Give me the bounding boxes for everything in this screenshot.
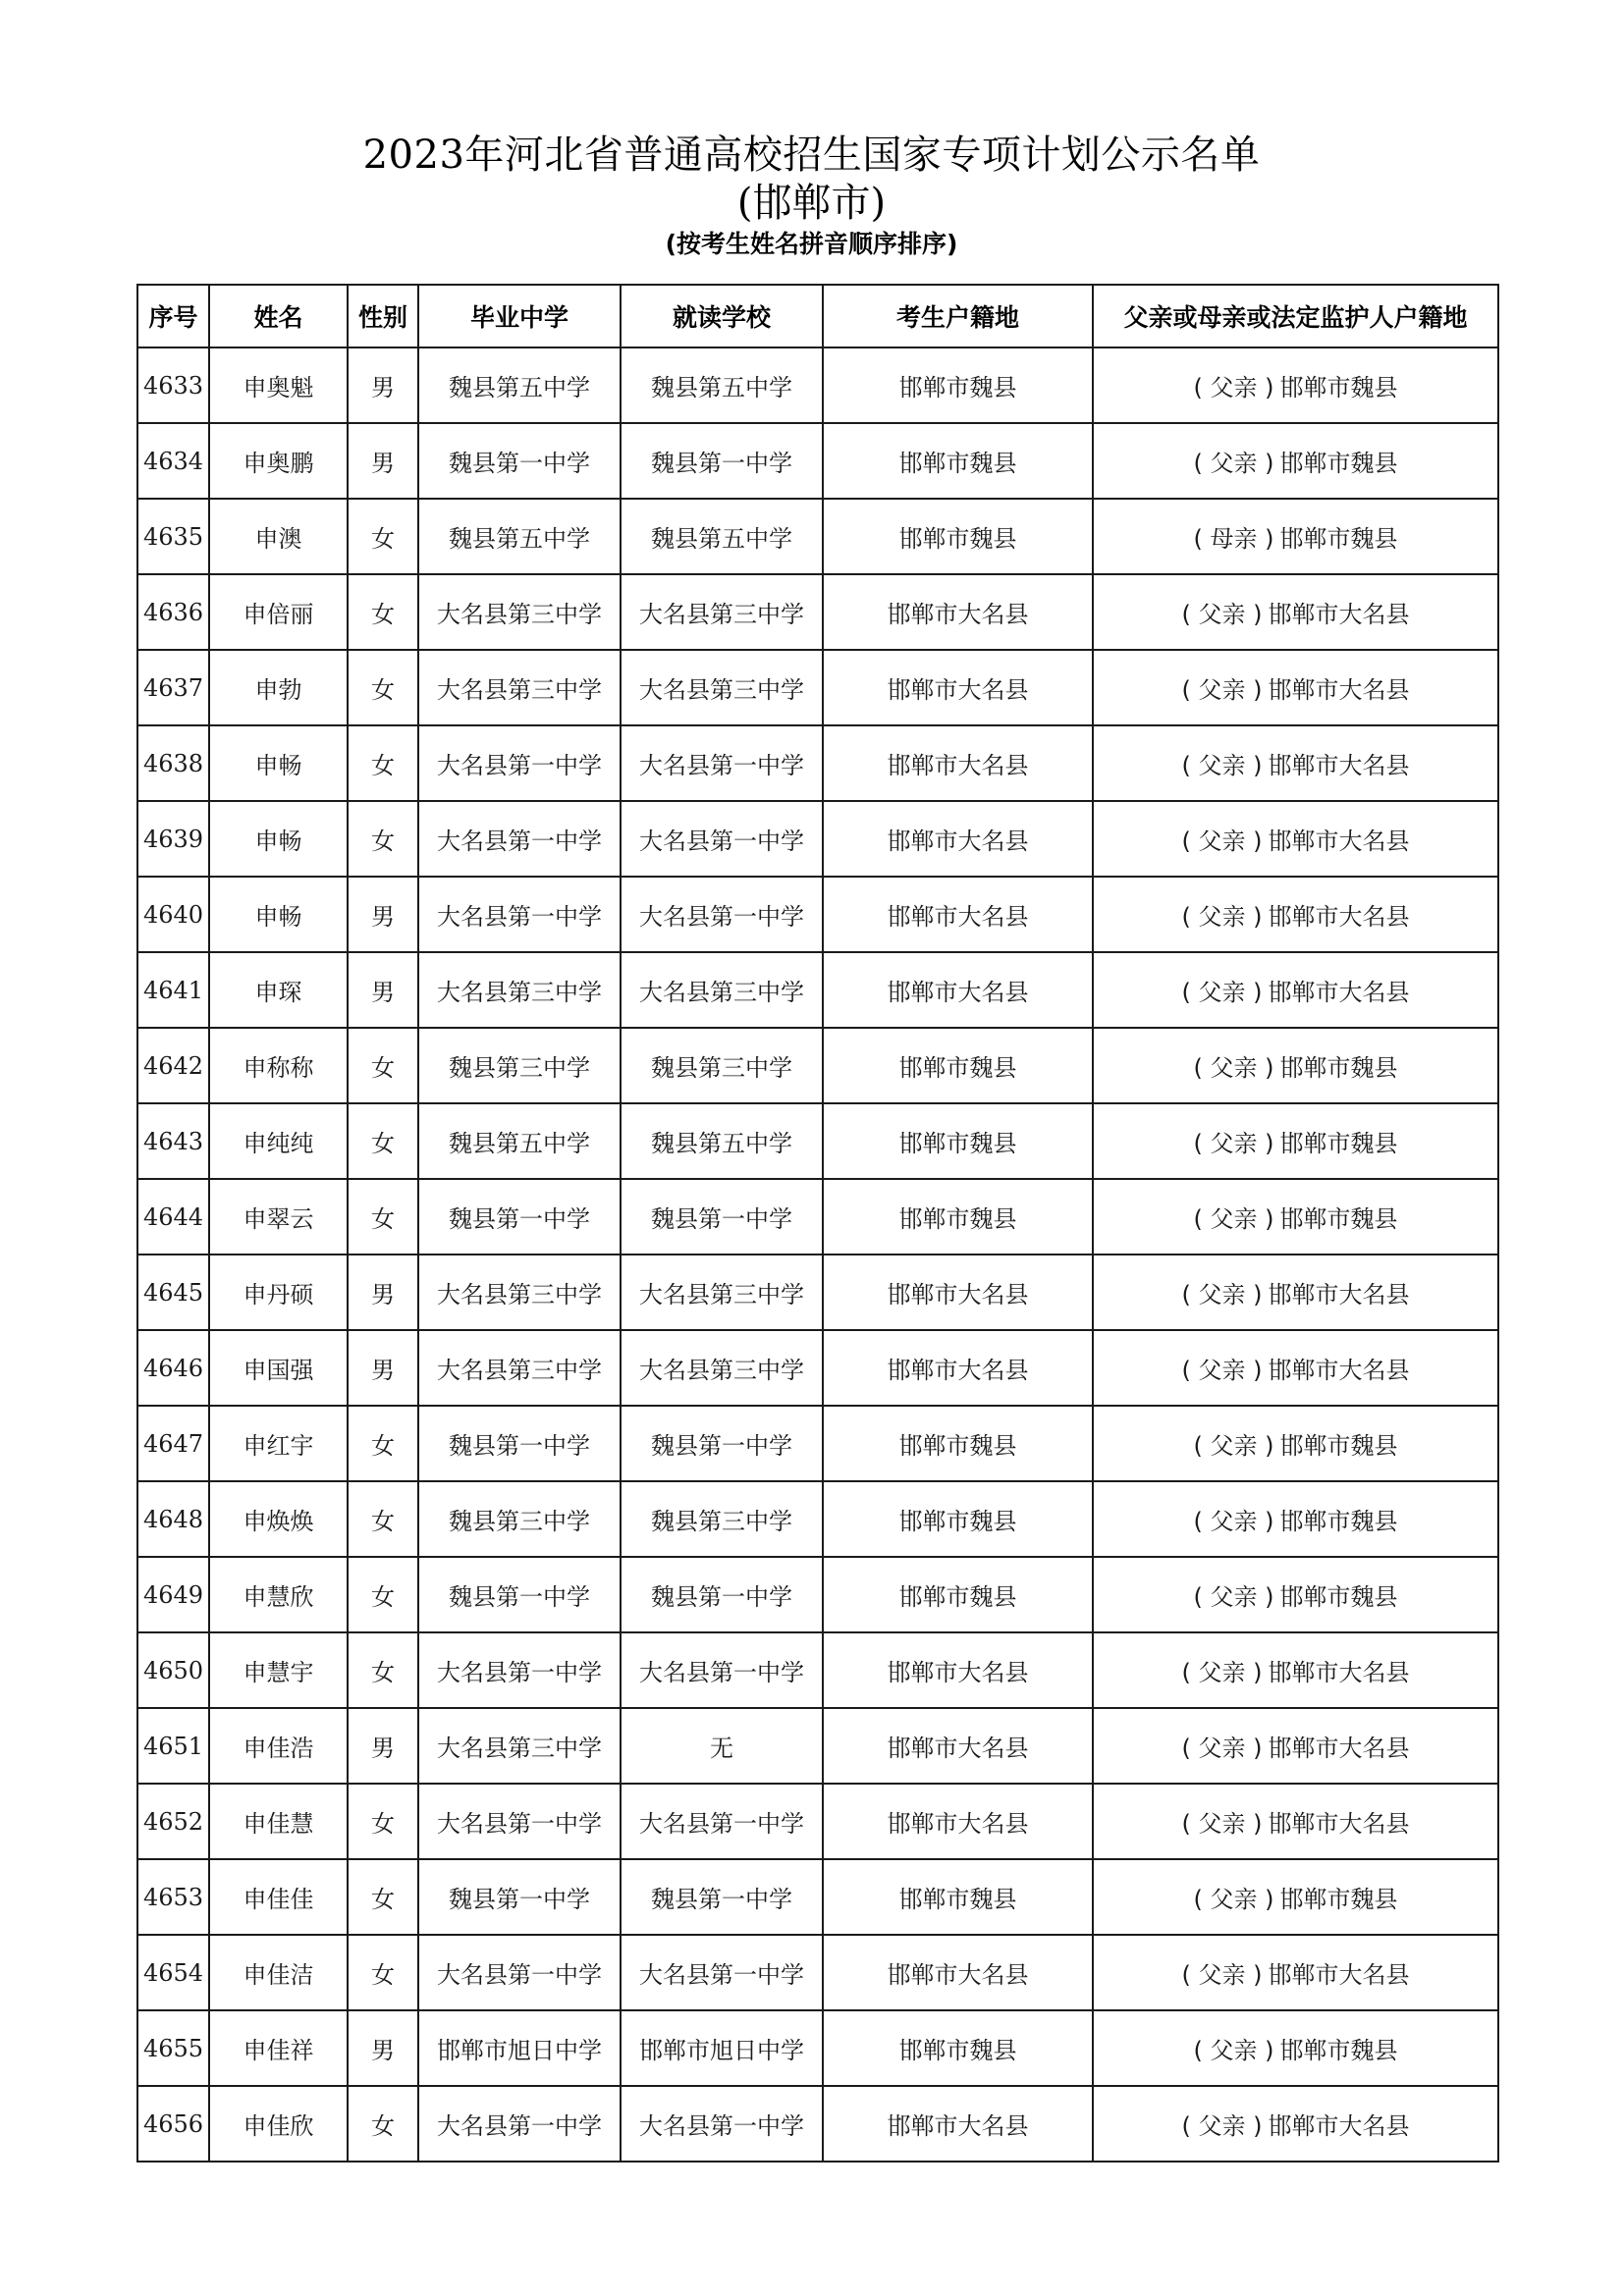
cell-seq: 4642 [137,1028,209,1103]
cell-parent-hukou [1093,2086,1498,2162]
parent-relation: ( 父亲 ) [1181,1810,1263,1838]
cell-grad-school: 大名县第三中学 [418,574,621,650]
cell-hukou: 邯郸市魏县 [823,499,1093,574]
column-header-current-school: 就读学校 [621,285,823,347]
cell-hukou: 邯郸市魏县 [823,1179,1093,1255]
table-row [137,1028,1498,1103]
cell-gender: 女 [348,2086,418,2162]
cell-seq: 4637 [137,650,209,725]
cell-gender: 女 [348,801,418,877]
parent-hukou-place: 邯郸市大名县 [1268,1961,1410,1989]
cell-hukou: 邯郸市大名县 [823,1255,1093,1330]
cell-grad-school: 魏县第一中学 [418,1557,621,1632]
table-row [137,423,1498,499]
parent-relation: ( 父亲 ) [1181,903,1263,931]
cell-current-school: 魏县第一中学 [621,1406,823,1481]
cell-name: 申丹硕 [209,1255,348,1330]
cell-current-school: 大名县第三中学 [621,574,823,650]
cell-parent-hukou [1093,1028,1498,1103]
cell-gender: 男 [348,1255,418,1330]
cell-hukou: 邯郸市魏县 [823,1028,1093,1103]
parent-relation: ( 父亲 ) [1193,1432,1274,1460]
cell-seq: 4656 [137,2086,209,2162]
cell-name: 申红宇 [209,1406,348,1481]
table-row [137,1859,1498,1935]
parent-hukou-place: 邯郸市大名县 [1268,1735,1410,1762]
cell-seq: 4651 [137,1708,209,1784]
cell-gender: 男 [348,877,418,952]
cell-parent-hukou [1093,2010,1498,2086]
cell-hukou: 邯郸市大名县 [823,801,1093,877]
table-row [137,2010,1498,2086]
cell-hukou: 邯郸市大名县 [823,1708,1093,1784]
cell-hukou: 邯郸市魏县 [823,1481,1093,1557]
parent-relation: ( 父亲 ) [1181,601,1263,628]
cell-seq: 4639 [137,801,209,877]
cell-hukou: 邯郸市魏县 [823,1406,1093,1481]
parent-relation: ( 父亲 ) [1193,1508,1274,1535]
parent-relation: ( 父亲 ) [1193,1054,1274,1082]
parent-hukou-place: 邯郸市魏县 [1279,1886,1398,1913]
cell-parent-hukou [1093,1406,1498,1481]
parent-hukou-place: 邯郸市大名县 [1268,1810,1410,1838]
table-row [137,2086,1498,2162]
cell-hukou: 邯郸市大名县 [823,650,1093,725]
cell-name: 申佳浩 [209,1708,348,1784]
table-row [137,1481,1498,1557]
cell-grad-school: 大名县第一中学 [418,2086,621,2162]
table-body [137,347,1498,2162]
parent-relation: ( 父亲 ) [1181,1961,1263,1989]
cell-grad-school: 魏县第一中学 [418,1406,621,1481]
cell-seq: 4645 [137,1255,209,1330]
parent-relation: ( 父亲 ) [1193,1130,1274,1157]
table-row [137,1255,1498,1330]
table-row [137,952,1498,1028]
parent-hukou-place: 邯郸市魏县 [1279,1583,1398,1611]
cell-seq: 4641 [137,952,209,1028]
column-header-seq: 序号 [137,285,209,347]
parent-hukou-place: 邯郸市大名县 [1268,828,1410,855]
cell-seq: 4646 [137,1330,209,1406]
cell-gender: 女 [348,1557,418,1632]
cell-parent-hukou [1093,423,1498,499]
table-row [137,1330,1498,1406]
cell-seq: 4644 [137,1179,209,1255]
cell-grad-school: 大名县第三中学 [418,1330,621,1406]
cell-seq: 4638 [137,725,209,801]
cell-name: 申慧欣 [209,1557,348,1632]
cell-current-school: 大名县第一中学 [621,725,823,801]
cell-gender: 女 [348,1481,418,1557]
cell-seq: 4636 [137,574,209,650]
cell-parent-hukou [1093,1784,1498,1859]
cell-gender: 女 [348,1179,418,1255]
cell-seq: 4633 [137,347,209,423]
cell-gender: 男 [348,423,418,499]
column-header-name: 姓名 [209,285,348,347]
parent-hukou-place: 邯郸市大名县 [1268,1357,1410,1384]
cell-gender: 女 [348,1632,418,1708]
cell-hukou: 邯郸市大名县 [823,725,1093,801]
cell-gender: 女 [348,1935,418,2010]
parent-hukou-place: 邯郸市大名县 [1268,752,1410,779]
cell-hukou: 邯郸市大名县 [823,877,1093,952]
cell-parent-hukou [1093,1557,1498,1632]
cell-gender: 女 [348,1784,418,1859]
page-title: 2023年河北省普通高校招生国家专项计划公示名单 [362,133,1261,178]
cell-grad-school: 大名县第一中学 [418,1632,621,1708]
cell-seq: 4654 [137,1935,209,2010]
parent-hukou-place: 邯郸市大名县 [1268,903,1410,931]
table-row [137,347,1498,423]
cell-name: 申纯纯 [209,1103,348,1179]
cell-parent-hukou [1093,725,1498,801]
cell-name: 申佳欣 [209,2086,348,2162]
cell-hukou: 邯郸市大名县 [823,1784,1093,1859]
cell-seq: 4655 [137,2010,209,2086]
cell-name: 申畅 [209,725,348,801]
cell-gender: 女 [348,1859,418,1935]
column-header-grad-school: 毕业中学 [418,285,621,347]
parent-relation: ( 父亲 ) [1193,374,1274,401]
cell-name: 申称称 [209,1028,348,1103]
cell-gender: 男 [348,1708,418,1784]
cell-current-school: 大名县第一中学 [621,801,823,877]
cell-hukou: 邯郸市大名县 [823,952,1093,1028]
cell-grad-school: 大名县第一中学 [418,877,621,952]
cell-current-school: 魏县第一中学 [621,1859,823,1935]
cell-name: 申奥魁 [209,347,348,423]
table-row [137,1632,1498,1708]
cell-parent-hukou [1093,1935,1498,2010]
cell-hukou: 邯郸市魏县 [823,2010,1093,2086]
cell-seq: 4648 [137,1481,209,1557]
parent-relation: ( 父亲 ) [1193,1583,1274,1611]
cell-name: 申翠云 [209,1179,348,1255]
cell-seq: 4653 [137,1859,209,1935]
cell-grad-school: 魏县第五中学 [418,499,621,574]
parent-hukou-place: 邯郸市魏县 [1279,374,1398,401]
cell-current-school: 大名县第一中学 [621,1632,823,1708]
table-row [137,1103,1498,1179]
table-row [137,1406,1498,1481]
parent-hukou-place: 邯郸市魏县 [1279,1508,1398,1535]
cell-seq: 4640 [137,877,209,952]
parent-hukou-place: 邯郸市魏县 [1279,1205,1398,1233]
cell-current-school: 魏县第一中学 [621,1557,823,1632]
cell-parent-hukou [1093,1708,1498,1784]
cell-current-school: 大名县第一中学 [621,877,823,952]
cell-grad-school: 魏县第一中学 [418,423,621,499]
table-row [137,1935,1498,2010]
cell-hukou: 邯郸市大名县 [823,574,1093,650]
cell-parent-hukou [1093,1103,1498,1179]
cell-grad-school: 大名县第三中学 [418,952,621,1028]
parent-hukou-place: 邯郸市魏县 [1279,1054,1398,1082]
cell-grad-school: 魏县第三中学 [418,1481,621,1557]
cell-current-school: 魏县第三中学 [621,1481,823,1557]
cell-name: 申勃 [209,650,348,725]
cell-hukou: 邯郸市魏县 [823,347,1093,423]
cell-parent-hukou [1093,1255,1498,1330]
cell-hukou: 邯郸市大名县 [823,1632,1093,1708]
parent-hukou-place: 邯郸市魏县 [1279,2037,1398,2064]
parent-hukou-place: 邯郸市大名县 [1268,2112,1410,2140]
cell-grad-school: 大名县第一中学 [418,1935,621,2010]
table-header-row [137,285,1498,347]
table-row [137,1708,1498,1784]
cell-grad-school: 大名县第一中学 [418,725,621,801]
parent-relation: ( 父亲 ) [1193,2037,1274,2064]
column-header-parent-hukou: 父亲或母亲或法定监护人户籍地 [1093,285,1498,347]
sort-note: (按考生姓名拼音顺序排序) [665,230,958,258]
cell-name: 申焕焕 [209,1481,348,1557]
cell-parent-hukou [1093,1179,1498,1255]
parent-relation: ( 父亲 ) [1181,1735,1263,1762]
cell-name: 申倍丽 [209,574,348,650]
roster-table [136,284,1499,2163]
parent-hukou-place: 邯郸市魏县 [1279,1130,1398,1157]
cell-parent-hukou [1093,1859,1498,1935]
cell-gender: 女 [348,725,418,801]
cell-name: 申佳洁 [209,1935,348,2010]
parent-hukou-place: 邯郸市魏县 [1279,525,1398,553]
cell-hukou: 邯郸市魏县 [823,1103,1093,1179]
cell-parent-hukou [1093,1330,1498,1406]
cell-current-school: 大名县第三中学 [621,650,823,725]
table-row [137,499,1498,574]
cell-grad-school: 大名县第三中学 [418,1708,621,1784]
parent-hukou-place: 邯郸市魏县 [1279,1432,1398,1460]
parent-relation: ( 父亲 ) [1181,828,1263,855]
cell-current-school: 魏县第一中学 [621,1179,823,1255]
cell-name: 申国强 [209,1330,348,1406]
cell-parent-hukou [1093,877,1498,952]
parent-hukou-place: 邯郸市大名县 [1268,601,1410,628]
cell-parent-hukou [1093,1632,1498,1708]
cell-grad-school: 魏县第五中学 [418,1103,621,1179]
cell-gender: 女 [348,650,418,725]
cell-seq: 4649 [137,1557,209,1632]
cell-parent-hukou [1093,574,1498,650]
parent-relation: ( 父亲 ) [1181,1659,1263,1686]
cell-name: 申佳祥 [209,2010,348,2086]
table-row [137,574,1498,650]
table-row [137,1179,1498,1255]
cell-current-school: 大名县第三中学 [621,1330,823,1406]
cell-seq: 4634 [137,423,209,499]
cell-current-school: 大名县第一中学 [621,1784,823,1859]
cell-hukou: 邯郸市大名县 [823,1330,1093,1406]
table-row [137,650,1498,725]
cell-name: 申畅 [209,801,348,877]
cell-parent-hukou [1093,952,1498,1028]
parent-relation: ( 父亲 ) [1181,676,1263,704]
page-subtitle-city: (邯郸市) [736,181,887,226]
cell-hukou: 邯郸市魏县 [823,1557,1093,1632]
parent-hukou-place: 邯郸市大名县 [1268,979,1410,1006]
cell-name: 申奥鹏 [209,423,348,499]
parent-hukou-place: 邯郸市大名县 [1268,1281,1410,1308]
parent-relation: ( 父亲 ) [1193,1205,1274,1233]
cell-name: 申佳佳 [209,1859,348,1935]
cell-name: 申澳 [209,499,348,574]
cell-grad-school: 魏县第三中学 [418,1028,621,1103]
table-row [137,725,1498,801]
cell-grad-school: 邯郸市旭日中学 [418,2010,621,2086]
cell-current-school: 魏县第五中学 [621,499,823,574]
cell-hukou: 邯郸市魏县 [823,423,1093,499]
cell-gender: 女 [348,1028,418,1103]
cell-name: 申佳慧 [209,1784,348,1859]
parent-relation: ( 母亲 ) [1193,525,1274,553]
parent-relation: ( 父亲 ) [1193,1886,1274,1913]
cell-parent-hukou [1093,650,1498,725]
cell-grad-school: 魏县第一中学 [418,1859,621,1935]
cell-gender: 男 [348,2010,418,2086]
parent-hukou-place: 邯郸市魏县 [1279,450,1398,477]
cell-parent-hukou [1093,801,1498,877]
cell-parent-hukou [1093,499,1498,574]
cell-hukou: 邯郸市大名县 [823,1935,1093,2010]
parent-relation: ( 父亲 ) [1181,1357,1263,1384]
cell-gender: 女 [348,499,418,574]
cell-seq: 4650 [137,1632,209,1708]
cell-current-school: 大名县第一中学 [621,2086,823,2162]
parent-relation: ( 父亲 ) [1181,752,1263,779]
parent-hukou-place: 邯郸市大名县 [1268,676,1410,704]
cell-current-school: 魏县第五中学 [621,1103,823,1179]
cell-grad-school: 大名县第一中学 [418,1784,621,1859]
cell-current-school: 无 [621,1708,823,1784]
cell-parent-hukou [1093,1481,1498,1557]
cell-grad-school: 大名县第三中学 [418,650,621,725]
column-header-gender: 性别 [348,285,418,347]
cell-gender: 女 [348,1406,418,1481]
parent-relation: ( 父亲 ) [1181,1281,1263,1308]
cell-seq: 4635 [137,499,209,574]
cell-current-school: 大名县第三中学 [621,1255,823,1330]
parent-relation: ( 父亲 ) [1181,2112,1263,2140]
cell-grad-school: 魏县第五中学 [418,347,621,423]
cell-gender: 女 [348,574,418,650]
parent-relation: ( 父亲 ) [1193,450,1274,477]
table-row [137,801,1498,877]
table-row [137,877,1498,952]
cell-grad-school: 魏县第一中学 [418,1179,621,1255]
cell-current-school: 大名县第一中学 [621,1935,823,2010]
cell-hukou: 邯郸市大名县 [823,2086,1093,2162]
cell-current-school: 魏县第五中学 [621,347,823,423]
cell-seq: 4643 [137,1103,209,1179]
table-row [137,1784,1498,1859]
cell-current-school: 大名县第三中学 [621,952,823,1028]
cell-name: 申慧宇 [209,1632,348,1708]
cell-gender: 男 [348,952,418,1028]
cell-gender: 女 [348,1103,418,1179]
cell-seq: 4652 [137,1784,209,1859]
parent-relation: ( 父亲 ) [1181,979,1263,1006]
cell-grad-school: 大名县第三中学 [418,1255,621,1330]
table-row [137,1557,1498,1632]
cell-seq: 4647 [137,1406,209,1481]
cell-current-school: 魏县第三中学 [621,1028,823,1103]
cell-grad-school: 大名县第一中学 [418,801,621,877]
cell-gender: 男 [348,1330,418,1406]
cell-current-school: 魏县第一中学 [621,423,823,499]
cell-parent-hukou [1093,347,1498,423]
cell-current-school: 邯郸市旭日中学 [621,2010,823,2086]
cell-hukou: 邯郸市魏县 [823,1859,1093,1935]
cell-name: 申畅 [209,877,348,952]
cell-gender: 男 [348,347,418,423]
cell-name: 申琛 [209,952,348,1028]
parent-hukou-place: 邯郸市大名县 [1268,1659,1410,1686]
column-header-hukou: 考生户籍地 [823,285,1093,347]
